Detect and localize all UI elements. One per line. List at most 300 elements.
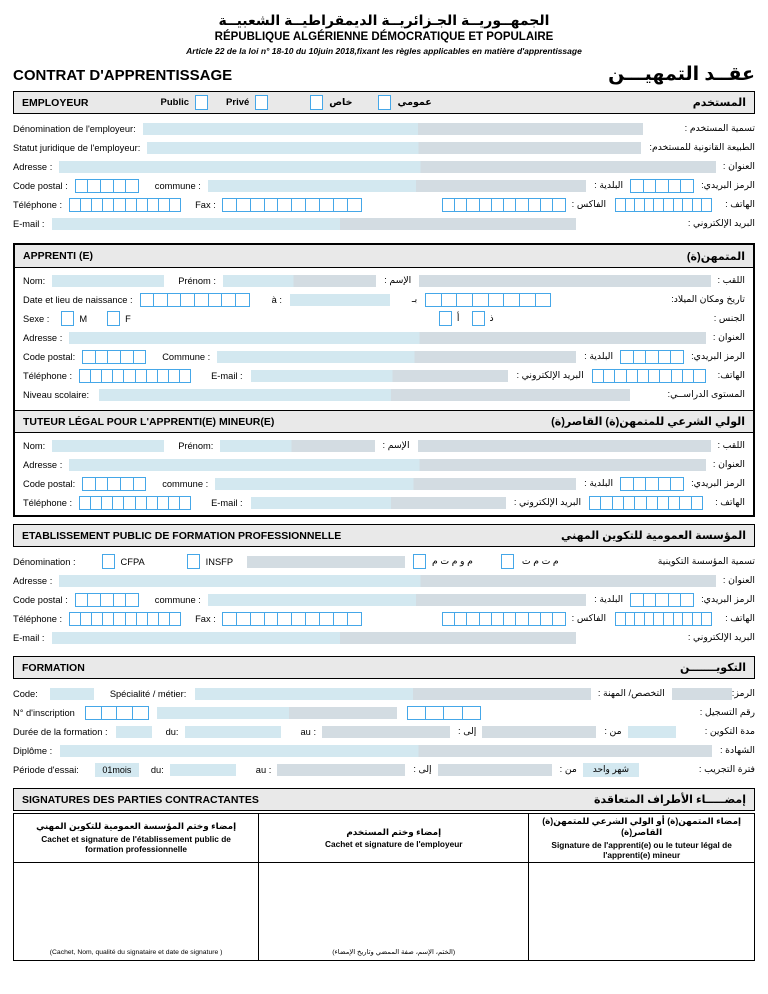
digit-cell[interactable] <box>291 199 305 211</box>
digit-cell[interactable] <box>113 180 126 192</box>
apprentice-signature-area[interactable] <box>529 863 754 960</box>
formation-code-field-ar[interactable] <box>672 688 732 700</box>
digit-cell[interactable] <box>668 180 681 192</box>
digit-cell[interactable] <box>76 594 88 606</box>
apprentice-phone-cells[interactable] <box>79 369 191 383</box>
digit-cell[interactable] <box>658 351 671 363</box>
institution-signature-header <box>14 814 258 863</box>
tutor-lastname-field[interactable] <box>52 440 164 452</box>
digit-cell[interactable] <box>147 199 158 211</box>
diploma-field[interactable] <box>60 745 712 757</box>
employer-address-field[interactable] <box>59 161 716 173</box>
digit-cell[interactable] <box>347 613 361 625</box>
trial-period-value-ar[interactable]: شهر واحد <box>583 763 639 777</box>
digit-cell[interactable] <box>107 351 120 363</box>
digit-cell[interactable] <box>670 351 683 363</box>
institution-signature-area[interactable] <box>14 863 258 960</box>
institution-denomination-field[interactable] <box>247 556 405 568</box>
digit-cell[interactable] <box>670 478 683 490</box>
digit-cell[interactable] <box>701 613 711 625</box>
tutor-commune-field[interactable] <box>215 478 576 490</box>
digit-cell[interactable] <box>102 199 113 211</box>
digit-cell[interactable] <box>646 497 657 509</box>
tutor-postal-code-cells[interactable] <box>82 477 146 491</box>
digit-cell[interactable] <box>621 478 633 490</box>
digit-cell[interactable] <box>123 370 134 382</box>
employer-commune-field[interactable] <box>208 180 586 192</box>
employer-postal-code-cells-ar[interactable] <box>630 179 694 193</box>
digit-cell[interactable] <box>333 613 347 625</box>
digit-cell[interactable] <box>645 351 658 363</box>
digit-cell[interactable] <box>90 370 101 382</box>
digit-cell[interactable] <box>133 478 146 490</box>
digit-cell[interactable] <box>70 199 80 211</box>
digit-cell[interactable] <box>673 199 683 211</box>
digit-cell[interactable] <box>208 294 222 306</box>
digit-cell[interactable] <box>653 199 663 211</box>
employer-address-label-ar: العنوان : <box>722 161 755 171</box>
digit-cell[interactable] <box>614 370 625 382</box>
formation-duration-field-ar[interactable] <box>628 726 676 738</box>
employer-fax-cells-ar[interactable] <box>442 198 566 212</box>
digit-cell[interactable] <box>319 613 333 625</box>
tutor-postal-code-cells-ar[interactable] <box>620 477 684 491</box>
digit-cell[interactable] <box>663 613 673 625</box>
registration-number-cells[interactable] <box>85 706 149 720</box>
digit-cell[interactable] <box>100 594 113 606</box>
digit-cell[interactable] <box>692 199 702 211</box>
birth-date-cells-ar[interactable] <box>425 293 551 307</box>
birth-place-field[interactable] <box>290 294 390 306</box>
employer-phone-cells-ar[interactable] <box>615 198 712 212</box>
institution-postal-code-cells-ar[interactable] <box>630 593 694 607</box>
employer-email-field[interactable] <box>52 218 576 230</box>
digit-cell[interactable] <box>102 613 113 625</box>
digit-cell[interactable] <box>528 613 540 625</box>
digit-cell[interactable] <box>659 370 670 382</box>
digit-cell[interactable] <box>223 613 236 625</box>
digit-cell[interactable] <box>603 370 614 382</box>
digit-cell[interactable] <box>648 370 659 382</box>
public-checkbox[interactable] <box>195 95 208 110</box>
digit-cell[interactable] <box>658 478 671 490</box>
digit-cell[interactable] <box>466 199 478 211</box>
digit-cell[interactable] <box>113 613 124 625</box>
form-row <box>13 157 755 176</box>
digit-cell[interactable] <box>644 199 654 211</box>
digit-cell[interactable] <box>91 613 102 625</box>
digit-cell[interactable] <box>101 707 117 719</box>
digit-cell[interactable] <box>633 351 646 363</box>
employer-legal-status-field[interactable] <box>147 142 641 154</box>
digit-cell[interactable] <box>645 478 658 490</box>
form-row <box>13 138 755 157</box>
digit-cell[interactable] <box>653 613 663 625</box>
digit-cell[interactable] <box>503 294 519 306</box>
insfp-checkbox[interactable] <box>187 554 200 569</box>
digit-cell[interactable] <box>540 199 552 211</box>
tutor-section-title-ar: الولي الشرعي للمتمهن(ة) القاصر(ة) <box>551 416 745 428</box>
institution-fax-cells[interactable] <box>222 612 362 626</box>
formation-code-field[interactable] <box>50 688 94 700</box>
digit-cell[interactable] <box>441 294 457 306</box>
digit-cell[interactable] <box>305 613 319 625</box>
digit-cell[interactable] <box>680 594 693 606</box>
registration-number-field[interactable] <box>157 707 397 719</box>
duration-from-field[interactable] <box>185 726 281 738</box>
digit-cell[interactable] <box>682 370 693 382</box>
employer-commune-label-ar: البلدية : <box>594 180 624 190</box>
cfpa-checkbox[interactable] <box>102 554 115 569</box>
digit-cell[interactable] <box>623 497 634 509</box>
digit-cell[interactable] <box>133 351 146 363</box>
digit-cell[interactable] <box>593 370 603 382</box>
formation-duration-field[interactable] <box>116 726 152 738</box>
digit-cell[interactable] <box>540 613 552 625</box>
digit-cell[interactable] <box>277 613 291 625</box>
apprentice-commune-field[interactable] <box>217 351 576 363</box>
digit-cell[interactable] <box>80 199 91 211</box>
digit-cell[interactable] <box>515 613 527 625</box>
digit-cell[interactable] <box>668 594 681 606</box>
sex-male-checkbox[interactable] <box>61 311 74 326</box>
digit-cell[interactable] <box>125 199 136 211</box>
digit-cell[interactable] <box>621 351 633 363</box>
digit-cell[interactable] <box>95 351 108 363</box>
apprentice-address-field[interactable] <box>69 332 706 344</box>
form-row <box>23 436 745 455</box>
digit-cell[interactable] <box>80 613 91 625</box>
digit-cell[interactable] <box>626 370 637 382</box>
digit-cell[interactable] <box>179 370 190 382</box>
apprentice-email-label-ar: البريد الإلكتروني : <box>516 370 584 380</box>
digit-cell[interactable] <box>194 294 208 306</box>
omoumi-checkbox[interactable] <box>378 95 391 110</box>
digit-cell[interactable] <box>637 370 648 382</box>
digit-cell[interactable] <box>235 294 249 306</box>
trial-to-field-ar[interactable] <box>438 764 552 776</box>
digit-cell[interactable] <box>169 613 180 625</box>
digit-cell[interactable] <box>113 199 124 211</box>
digit-cell[interactable] <box>86 707 101 719</box>
apprentice-postal-code-cells[interactable] <box>82 350 146 364</box>
digit-cell[interactable] <box>101 370 112 382</box>
digit-cell[interactable] <box>91 199 102 211</box>
digit-cell[interactable] <box>168 370 179 382</box>
digit-cell[interactable] <box>95 478 108 490</box>
employer-postal-code-cells[interactable] <box>75 179 139 193</box>
digit-cell[interactable] <box>236 199 250 211</box>
employer-fax-cells[interactable] <box>222 198 362 212</box>
digit-cell[interactable] <box>643 594 656 606</box>
digit-cell[interactable] <box>136 199 147 211</box>
digit-cell[interactable] <box>168 497 179 509</box>
institution-email-field[interactable] <box>52 632 576 644</box>
digit-cell[interactable] <box>221 294 235 306</box>
formation-duration-label-ar: مدة التكوين : <box>704 726 755 736</box>
tutor-address-field[interactable] <box>69 459 706 471</box>
institution-section-header <box>13 524 755 547</box>
tutor-email-field[interactable] <box>251 497 506 509</box>
digit-cell[interactable] <box>680 180 693 192</box>
birth-place-label-fr: à : <box>271 294 282 305</box>
digit-cell[interactable] <box>250 199 264 211</box>
digit-cell[interactable] <box>634 199 644 211</box>
digit-cell[interactable] <box>479 199 491 211</box>
digit-cell[interactable] <box>83 478 95 490</box>
digit-cell[interactable] <box>443 613 454 625</box>
digit-cell[interactable] <box>552 613 564 625</box>
digit-cell[interactable] <box>291 613 305 625</box>
birth-date-cells[interactable] <box>140 293 250 307</box>
digit-cell[interactable] <box>87 594 100 606</box>
tutor-firstname-field[interactable] <box>220 440 374 452</box>
institution-phone-cells-ar[interactable] <box>615 612 712 626</box>
digit-cell[interactable] <box>466 613 478 625</box>
digit-cell[interactable] <box>116 707 132 719</box>
trial-from-label-ar: من : <box>559 764 577 774</box>
form-row <box>23 328 745 347</box>
digit-cell[interactable] <box>679 497 690 509</box>
digit-cell[interactable] <box>668 497 679 509</box>
digit-cell[interactable] <box>100 180 113 192</box>
employer-phone-cells[interactable] <box>69 198 181 212</box>
form-row <box>23 455 745 474</box>
digit-cell[interactable] <box>157 370 168 382</box>
cfpa-checkbox-ar[interactable] <box>501 554 514 569</box>
duration-to-field-ar[interactable] <box>482 726 596 738</box>
speciality-field[interactable] <box>195 688 591 700</box>
digit-cell[interactable] <box>76 180 88 192</box>
digit-cell[interactable] <box>80 497 90 509</box>
digit-cell[interactable] <box>70 613 80 625</box>
employer-signature-title-fr: Cachet et signature de l'employeur <box>324 839 463 850</box>
digit-cell[interactable] <box>135 497 146 509</box>
institution-phone-cells[interactable] <box>69 612 181 626</box>
digit-cell[interactable] <box>125 180 138 192</box>
digit-cell[interactable] <box>616 613 625 625</box>
digit-cell[interactable] <box>503 199 515 211</box>
digit-cell[interactable] <box>491 613 503 625</box>
trial-period-label-ar: فترة التجريب : <box>698 764 755 774</box>
digit-cell[interactable] <box>691 497 702 509</box>
digit-cell[interactable] <box>644 613 654 625</box>
digit-cell[interactable] <box>107 478 120 490</box>
digit-cell[interactable] <box>408 707 425 719</box>
digit-cell[interactable] <box>264 199 278 211</box>
digit-cell[interactable] <box>112 370 123 382</box>
digit-cell[interactable] <box>87 180 100 192</box>
tutor-lastname-field-ar[interactable] <box>418 440 711 452</box>
apprentice-postal-code-label-ar: الرمز البريدي: <box>691 351 745 361</box>
digit-cell[interactable] <box>443 707 461 719</box>
digit-cell[interactable] <box>125 613 136 625</box>
prive-label: Privé <box>226 97 250 108</box>
digit-cell[interactable] <box>250 613 264 625</box>
sex-male-label-ar: ذ <box>489 313 494 323</box>
digit-cell[interactable] <box>157 497 168 509</box>
tutor-phone-cells-ar[interactable] <box>589 496 703 510</box>
digit-cell[interactable] <box>655 180 668 192</box>
digit-cell[interactable] <box>153 294 167 306</box>
formation-code-label-ar: الرمز: <box>731 688 755 698</box>
school-level-field[interactable] <box>99 389 629 401</box>
digit-cell[interactable] <box>180 294 194 306</box>
digit-cell[interactable] <box>120 351 133 363</box>
institution-postal-code-cells[interactable] <box>75 593 139 607</box>
khass-checkbox[interactable] <box>310 95 323 110</box>
digit-cell[interactable] <box>643 180 656 192</box>
digit-cell[interactable] <box>616 199 625 211</box>
digit-cell[interactable] <box>633 478 646 490</box>
digit-cell[interactable] <box>657 497 668 509</box>
institution-address-field[interactable] <box>59 575 716 587</box>
digit-cell[interactable] <box>503 613 515 625</box>
digit-cell[interactable] <box>472 294 488 306</box>
sex-female-checkbox[interactable] <box>107 311 120 326</box>
form-row <box>13 571 755 590</box>
digit-cell[interactable] <box>101 497 112 509</box>
digit-cell[interactable] <box>236 613 250 625</box>
institution-fax-label-fr: Fax : <box>195 613 216 624</box>
digit-cell[interactable] <box>491 199 503 211</box>
digit-cell[interactable] <box>600 497 611 509</box>
employer-denomination-field[interactable] <box>143 123 643 135</box>
digit-cell[interactable] <box>146 370 157 382</box>
digit-cell[interactable] <box>264 613 278 625</box>
digit-cell[interactable] <box>223 199 236 211</box>
trial-from-field[interactable] <box>170 764 236 776</box>
digit-cell[interactable] <box>590 497 600 509</box>
apprentice-phone-cells-ar[interactable] <box>592 369 706 383</box>
digit-cell[interactable] <box>90 497 101 509</box>
tutor-phone-cells[interactable] <box>79 496 191 510</box>
digit-cell[interactable] <box>80 370 90 382</box>
institution-address-label-ar: العنوان : <box>722 575 755 585</box>
digit-cell[interactable] <box>625 613 635 625</box>
digit-cell[interactable] <box>663 199 673 211</box>
digit-cell[interactable] <box>426 294 441 306</box>
digit-cell[interactable] <box>701 199 711 211</box>
apprentice-phone-label-ar: الهاتف: <box>717 370 745 380</box>
digit-cell[interactable] <box>83 351 95 363</box>
digit-cell[interactable] <box>682 613 692 625</box>
digit-cell[interactable] <box>319 199 333 211</box>
sex-male-checkbox-ar[interactable] <box>472 311 485 326</box>
digit-cell[interactable] <box>631 180 643 192</box>
digit-cell[interactable] <box>146 497 157 509</box>
digit-cell[interactable] <box>141 294 154 306</box>
apprentice-lastname-field[interactable] <box>52 275 164 287</box>
digit-cell[interactable] <box>277 199 291 211</box>
digit-cell[interactable] <box>692 613 702 625</box>
digit-cell[interactable] <box>454 199 466 211</box>
institution-fax-cells-ar[interactable] <box>442 612 566 626</box>
digit-cell[interactable] <box>179 497 190 509</box>
digit-cell[interactable] <box>462 707 480 719</box>
trial-period-value-fr[interactable]: 01mois <box>95 763 139 777</box>
digit-cell[interactable] <box>305 199 319 211</box>
digit-cell[interactable] <box>120 478 133 490</box>
digit-cell[interactable] <box>147 613 158 625</box>
employer-email-label-ar: البريد الإلكتروني : <box>687 218 755 228</box>
trial-to-field[interactable] <box>277 764 405 776</box>
duration-to-field[interactable] <box>322 726 450 738</box>
state-title-french: RÉPUBLIQUE ALGÉRIENNE DÉMOCRATIQUE ET POPULAIRE <box>214 31 554 43</box>
cfpa-label: CFPA <box>120 556 145 567</box>
apprentice-email-field[interactable] <box>251 370 509 382</box>
digit-cell[interactable] <box>625 199 635 211</box>
digit-cell[interactable] <box>693 370 704 382</box>
digit-cell[interactable] <box>456 294 472 306</box>
apprentice-firstname-field[interactable] <box>223 275 376 287</box>
registration-number-cells-ar[interactable] <box>407 706 481 720</box>
digit-cell[interactable] <box>454 613 466 625</box>
digit-cell[interactable] <box>612 497 623 509</box>
digit-cell[interactable] <box>112 497 123 509</box>
digit-cell[interactable] <box>347 199 361 211</box>
digit-cell[interactable] <box>123 497 134 509</box>
digit-cell[interactable] <box>132 707 148 719</box>
insfp-checkbox-ar[interactable] <box>413 554 426 569</box>
digit-cell[interactable] <box>167 294 181 306</box>
digit-cell[interactable] <box>535 294 551 306</box>
apprentice-postal-code-cells-ar[interactable] <box>620 350 684 364</box>
digit-cell[interactable] <box>425 707 443 719</box>
digit-cell[interactable] <box>673 613 683 625</box>
sex-female-checkbox-ar[interactable] <box>439 311 452 326</box>
apprentice-fields <box>15 268 753 407</box>
digit-cell[interactable] <box>528 199 540 211</box>
tutor-address-label-fr: Adresse : <box>23 459 63 470</box>
digit-cell[interactable] <box>136 613 147 625</box>
digit-cell[interactable] <box>631 594 643 606</box>
digit-cell[interactable] <box>488 294 504 306</box>
digit-cell[interactable] <box>158 199 169 211</box>
speciality-label-ar: التخصص/ المهنة : <box>597 688 665 698</box>
digit-cell[interactable] <box>443 199 454 211</box>
digit-cell[interactable] <box>671 370 682 382</box>
form-row <box>13 684 755 703</box>
digit-cell[interactable] <box>552 199 564 211</box>
formation-section-header <box>13 656 755 679</box>
khass-label: خاص <box>329 97 353 108</box>
digit-cell[interactable] <box>125 594 138 606</box>
digit-cell[interactable] <box>519 294 535 306</box>
apprentice-lastname-field-ar[interactable] <box>419 275 710 287</box>
formation-section-title-ar: التكويـــــــن <box>679 662 746 674</box>
digit-cell[interactable] <box>515 199 527 211</box>
digit-cell[interactable] <box>333 199 347 211</box>
formation-code-label-fr: Code: <box>13 688 38 699</box>
digit-cell[interactable] <box>634 497 645 509</box>
digit-cell[interactable] <box>113 594 126 606</box>
digit-cell[interactable] <box>169 199 180 211</box>
form-row <box>13 176 755 195</box>
employer-signature-area[interactable] <box>259 863 528 960</box>
digit-cell[interactable] <box>655 594 668 606</box>
tutor-section-header <box>15 410 753 433</box>
digit-cell[interactable] <box>634 613 644 625</box>
digit-cell[interactable] <box>135 370 146 382</box>
digit-cell[interactable] <box>158 613 169 625</box>
digit-cell[interactable] <box>479 613 491 625</box>
duration-to-label-fr: au : <box>300 726 317 737</box>
institution-commune-field[interactable] <box>208 594 586 606</box>
prive-checkbox[interactable] <box>255 95 268 110</box>
digit-cell[interactable] <box>682 199 692 211</box>
form-row <box>23 271 745 290</box>
